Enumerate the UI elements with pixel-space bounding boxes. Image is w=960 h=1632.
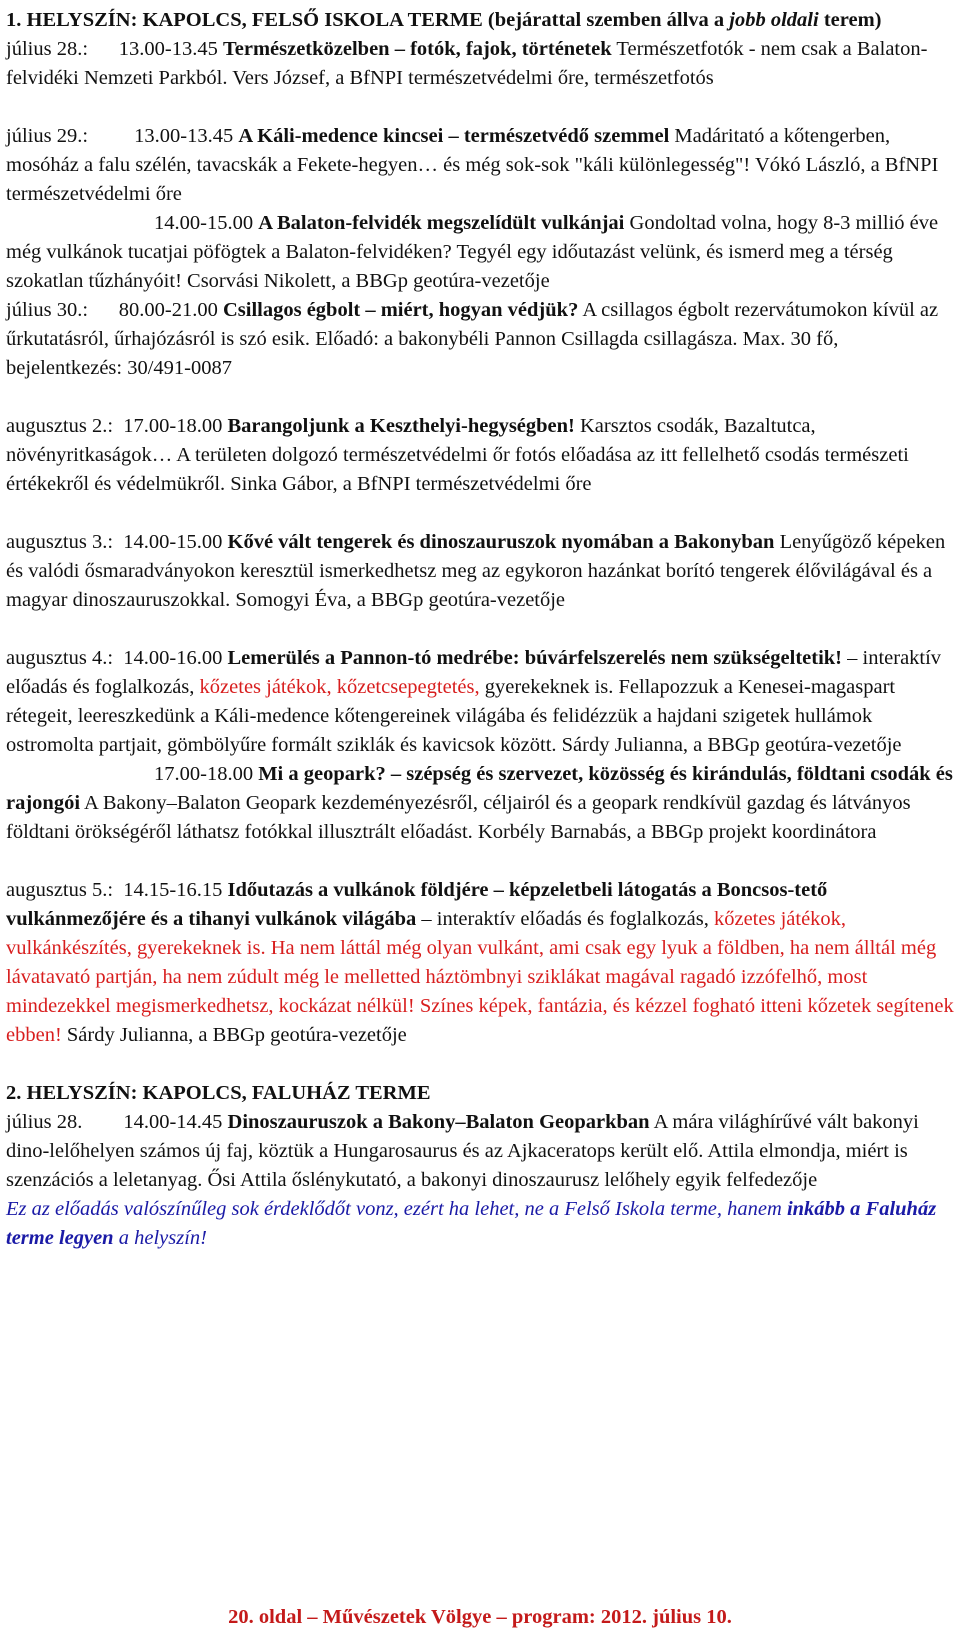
event-date: augusztus 2.:	[6, 415, 114, 437]
section-1-heading-text: 1. HELYSZÍN: KAPOLCS, FELSŐ ISKOLA TERME (bejárattal szemben állva a	[6, 9, 730, 31]
event-highlight: kőzetes játékok, kőzetcsepegtetés,	[199, 676, 480, 698]
event-description: – interaktív előadás és foglalkozás,	[416, 908, 714, 930]
event-highlight: kőzetes játékok, vulkánkészítés, gyerekeknek is. Ha nem láttál még olyan vulkánt, ami csak egy lyuk a földben, ha nem álltál még lávatavató partján, ha nem zúdult még le melletted háztömbnyi sziklákat magával ragadó izzófelhő, most mindezekkel megismerkedhetsz, kockázat nélkül! Színes képek, fantázia, és kézzel fogható itteni kőzetek segítenek ebben!	[6, 908, 954, 1046]
event-entry	[6, 876, 954, 1050]
venue-note	[6, 1195, 954, 1253]
event-date: július 28.:	[6, 38, 89, 60]
event-date: július 30.:	[6, 299, 89, 321]
spacer	[6, 93, 954, 122]
spacer	[6, 1050, 954, 1079]
event-time: 80.00-21.00	[118, 299, 218, 321]
event-description: Lenyűgöző képeken és valódi ősmaradványokon keresztül ismerkedhetsz meg az egykoron hazánkat borító tengerek élővilágával és a magyar dinoszauruszokkal. Somogyi Éva, a BBGp geotúra-vezetője	[6, 531, 946, 611]
event-description: A mára világhírűvé vált bakonyi dino-lelőhelyen számos új faj, köztük a Hungarosaurus és az Ajkaceratops került elő. Attila elmondja, miért is szenzációs a leletanyag. Ősi Attila őslénykutató, a bakonyi dinoszaurusz lelőhely egyik felfedezője	[6, 1111, 919, 1191]
event-entry	[6, 296, 954, 383]
event-title: Csillagos égbolt – miért, hogyan védjük?	[222, 299, 579, 321]
event-time: 14.00-15.00	[154, 212, 254, 234]
event-description-cont: Sárdy Julianna, a BBGp geotúra-vezetője	[61, 1024, 407, 1046]
event-date: július 29.:	[6, 125, 89, 147]
venue-note-emphasis: inkább a Faluház terme legyen	[6, 1198, 937, 1249]
event-description-cont: gyerekeknek is. Fellapozzuk a Kenesei-magaspart rétegeit, leereszkedünk a Káli-medence kőtengereinek világába és felidézzük a hajdani szigetek hullámok ostromolta partjait, gömbölyűre formált sziklák és kavicsok között. Sárdy Julianna, a BBGp geotúra-vezetője	[6, 676, 902, 756]
event-title: Lemerülés a Pannon-tó medrébe: búvárfelszerelés nem szükségeltetik!	[227, 647, 842, 669]
event-date: augusztus 3.:	[6, 531, 114, 553]
event-time: 14.00-15.00	[123, 531, 223, 553]
event-time: 17.00-18.00	[123, 415, 223, 437]
event-time: 13.00-13.45	[134, 125, 234, 147]
event-description: Karsztos csodák, Bazaltutca, növényritkaságok… A területen dolgozó természetvédelmi őr fotós előadása az itt fellelhető csodás természeti értékekről és védelmükről. Sinka Gábor, a BfNPI természetvédelmi őre	[6, 415, 909, 495]
event-title: Kővé vált tengerek és dinoszauruszok nyomában a Bakonyban	[227, 531, 775, 553]
event-title: A Balaton-felvidék megszelídült vulkánjai	[258, 212, 625, 234]
event-entry	[6, 644, 954, 760]
event-time: 14.00-14.45	[123, 1111, 223, 1133]
event-time: 14.15-16.15	[123, 879, 223, 901]
event-time: 14.00-16.00	[123, 647, 223, 669]
page-footer: 20. oldal – Művészetek Völgye – program: 2012. július 10.	[228, 1606, 732, 1628]
event-description: – interaktív előadás és foglalkozás,	[6, 647, 942, 698]
spacer	[6, 847, 954, 876]
section-1-heading	[6, 6, 954, 35]
event-time: 13.00-13.45	[118, 38, 218, 60]
event-title-part: – szépség és szervezet, közösség és kirándulás, földtani csodák és rajongói	[6, 763, 953, 814]
event-date: augusztus 4.:	[6, 647, 114, 669]
program-page	[6, 6, 954, 1253]
event-title-part: Mi a geopark?	[258, 763, 386, 785]
venue-note-text: Ez az előadás valószínűleg sok érdeklődőt vonz, ezért ha lehet, ne a Felső Iskola terme, hanem	[6, 1198, 787, 1220]
event-entry	[6, 122, 954, 209]
spacer	[6, 383, 954, 412]
event-description: Gondoltad volna, hogy 8-3 millió éve még vulkánok tucatjai pöfögtek a Balaton-felvidéken? Tegyél egy időutazást velünk, és ismerd meg a térség szokatlan tűzhányóit! Csorvási Nikolett, a BBGp geotúra-vezetője	[6, 212, 939, 292]
event-entry	[6, 412, 954, 499]
event-title: Természetközelben – fotók, fajok, történetek	[222, 38, 612, 60]
event-entry	[6, 760, 954, 847]
event-date: augusztus 5.:	[6, 879, 114, 901]
event-description: A csillagos égbolt rezervátumokon kívül az űrkutatásról, űrhajózásról is szó esik. Előadó: a bakonybéli Pannon Csillagda csillagásza. Max. 30 fő, bejelentkezés: 30/491-0087	[6, 299, 939, 379]
event-entry	[6, 35, 954, 93]
event-description: Madáritató a kőtengerben, mosóház a falu szélén, tavacskák a Fekete-hegyen… és még sok-sok "káli különlegesség"! Vókó László, a BfNPI természetvédelmi őre	[6, 125, 939, 205]
event-title: Időutazás a vulkánok földjére – képzeletbeli látogatás a Boncsos-tető vulkánmezőjére és a tihanyi vulkánok világába	[6, 879, 828, 930]
section-1-heading-italic: jobb oldali	[729, 9, 819, 31]
event-description: A Bakony–Balaton Geopark kezdeményezésről, céljairól és a geopark rendkívül gazdag és látványos földtani örökségéről láthatsz fotókkal illusztrált előadást. Korbély Barnabás, a BBGp projekt koordinátora	[6, 792, 911, 843]
event-entry	[6, 528, 954, 615]
spacer	[6, 615, 954, 644]
event-time: 17.00-18.00	[154, 763, 254, 785]
event-date: július 28.	[6, 1111, 83, 1133]
event-title: A Káli-medence kincsei – természetvédő szemmel	[238, 125, 670, 147]
event-entry	[6, 1108, 954, 1195]
venue-note-end: a helyszín!	[113, 1227, 207, 1249]
event-title: Dinoszauruszok a Bakony–Balaton Geoparkban	[227, 1111, 650, 1133]
event-title: Barangoljunk a Keszthelyi-hegységben!	[227, 415, 575, 437]
section-1-heading-end: terem)	[818, 9, 882, 31]
event-description: Természetfotók - nem csak a Balaton-felvidéki Nemzeti Parkból. Vers József, a BfNPI természetvédelmi őre, természetfotós	[6, 38, 928, 89]
spacer	[6, 499, 954, 528]
section-2-heading: 2. HELYSZÍN: KAPOLCS, FALUHÁZ TERME	[6, 1082, 431, 1104]
event-entry	[6, 209, 954, 296]
